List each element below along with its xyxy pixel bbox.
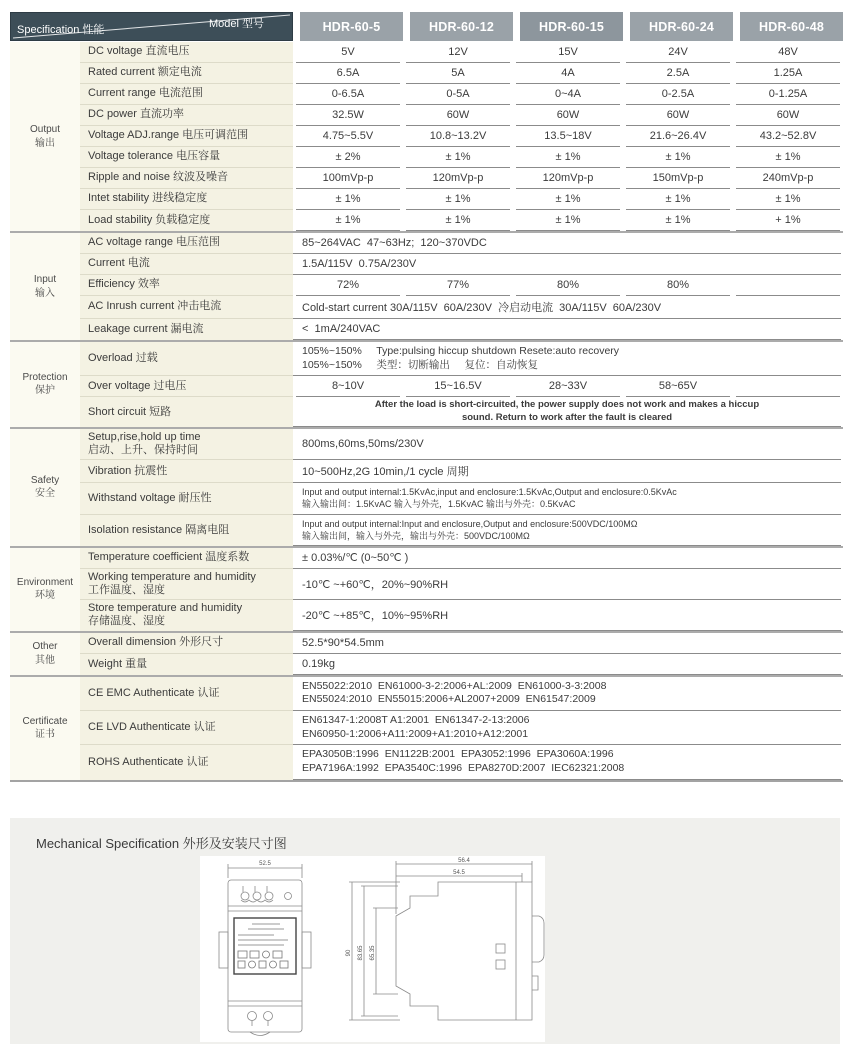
row-values	[293, 210, 843, 231]
table-row	[80, 429, 843, 460]
row-label-line: Load stability 负载稳定度	[88, 213, 211, 226]
table-row	[80, 168, 843, 189]
value-line: 105%~150% Type:pulsing hiccup shutdown Resete:auto recovery	[302, 345, 620, 357]
section-rows	[80, 233, 843, 340]
dim-depth-total: 56.4	[458, 858, 470, 864]
row-label-line: AC voltage range 电压范围	[88, 236, 221, 249]
dim-height-front: 65.35	[370, 945, 376, 961]
value-span: 52.5*90*54.5mm	[293, 633, 841, 654]
table-row	[80, 126, 843, 147]
value-cell: ± 2%	[296, 147, 400, 168]
value-cell: 60W	[736, 105, 840, 126]
mechanical-panel	[10, 818, 840, 1044]
row-label-line: Working temperature and humidity	[88, 570, 256, 583]
value-lines	[293, 483, 841, 514]
row-values	[293, 105, 843, 126]
table-row	[80, 342, 843, 376]
category-label-cn: 环境	[35, 590, 55, 602]
table-row	[80, 254, 843, 275]
row-label-line: ROHS Authenticate 认证	[88, 755, 209, 768]
value-cell: 32.5W	[296, 105, 400, 126]
value-cell: 72%	[296, 275, 400, 296]
row-label-line: Leakage current 漏电流	[88, 322, 204, 335]
category-label-en: Safety	[30, 474, 60, 486]
row-label-line: Over voltage 过电压	[88, 379, 187, 392]
table-row	[80, 319, 843, 340]
dim-depth-body: 54.5	[453, 870, 465, 876]
row-values	[293, 84, 843, 105]
model-header-hdr-60-12: HDR-60-12	[410, 12, 513, 41]
value-cell	[736, 376, 840, 397]
row-label	[80, 319, 293, 340]
row-label	[80, 376, 293, 397]
dim-front-width: 52.5	[259, 861, 271, 867]
value-line: EN60950-1:2006+A11:2009+A1:2010+A12:2001	[302, 727, 529, 740]
row-label-line: Voltage tolerance 电压容量	[88, 150, 221, 163]
row-label-line: Voltage ADJ.range 电压可调范围	[88, 129, 249, 142]
section-rows	[80, 429, 843, 546]
row-label	[80, 105, 293, 126]
value-span: Cold-start current 30A/115V 60A/230V 冷启动电流 30A/115V 60A/230V	[293, 296, 841, 319]
row-label-line: Withstand voltage 耐压性	[88, 491, 212, 504]
value-line: 105%~150% 类型：切断输出 复位：自动恢复	[302, 358, 539, 371]
table-row	[80, 275, 843, 296]
value-cell: ± 1%	[736, 189, 840, 210]
value-cell: 240mVp-p	[736, 168, 840, 189]
row-label	[80, 515, 293, 546]
value-cell: 43.2~52.8V	[736, 126, 840, 147]
row-label-line: 启动、上升、保持时间	[88, 444, 198, 457]
value-cell: 1.25A	[736, 63, 840, 84]
row-label	[80, 745, 293, 779]
value-cell: 6.5A	[296, 63, 400, 84]
row-label-line: Intet stability 进线稳定度	[88, 192, 208, 205]
value-lines	[293, 397, 841, 427]
table-row	[80, 105, 843, 126]
row-values	[293, 147, 843, 168]
category-label-en: Output	[29, 124, 61, 135]
value-cell: ± 1%	[406, 147, 510, 168]
model-header-hdr-60-15: HDR-60-15	[520, 12, 623, 41]
row-label	[80, 429, 293, 460]
section-environment	[10, 546, 843, 631]
value-cell: 60W	[406, 105, 510, 126]
row-label	[80, 711, 293, 745]
table-row	[80, 711, 843, 745]
table-row	[80, 548, 843, 569]
row-label	[80, 633, 293, 654]
table-row	[80, 483, 843, 514]
row-values	[293, 168, 843, 189]
table-row	[80, 397, 843, 427]
category-label-en: Protection	[22, 371, 68, 383]
table-body	[10, 42, 843, 782]
value-line: 输入输出间：1.5KvAC 输入与外壳，1.5KvAC 输出与外壳：0.5KvAC	[302, 499, 576, 510]
value-cell: ± 1%	[516, 189, 620, 210]
table-row	[80, 376, 843, 397]
category-label-cn: 证书	[35, 729, 55, 741]
value-cell: 0-2.5A	[626, 84, 730, 105]
value-span: 1.5A/115V 0.75A/230V	[293, 254, 841, 275]
model-header-label: Model 型号	[208, 18, 264, 30]
value-cell: 60W	[516, 105, 620, 126]
row-label-line: Ripple and noise 纹波及噪音	[88, 171, 229, 184]
specification-header-label: Specification 性能	[17, 24, 105, 36]
row-label-line: Overall dimension 外形尺寸	[88, 636, 224, 649]
value-cell: 77%	[406, 275, 510, 296]
value-cell: 15~16.5V	[406, 376, 510, 397]
table-row	[80, 63, 843, 84]
value-lines	[293, 342, 841, 376]
row-label-line: DC power 直流功率	[88, 108, 184, 121]
dim-height-body: 83.65	[358, 945, 364, 961]
category-label-cn: 安全	[35, 488, 55, 500]
value-cell: 100mVp-p	[296, 168, 400, 189]
section-rows	[80, 677, 843, 780]
section-rows	[80, 548, 843, 631]
row-label-line: Rated current 额定电流	[88, 66, 202, 79]
section-rows	[80, 633, 843, 675]
row-label-line: Vibration 抗震性	[88, 464, 168, 477]
value-cell: 4A	[516, 63, 620, 84]
value-cell: ± 1%	[296, 210, 400, 231]
table-row	[80, 600, 843, 630]
table-row	[80, 210, 843, 231]
category-cell	[10, 633, 80, 675]
row-label	[80, 189, 293, 210]
category-label-cn: 其他	[35, 654, 55, 666]
mechanical-drawing	[200, 856, 545, 1042]
row-label-line: CE EMC Authenticate 认证	[88, 686, 220, 699]
section-certificate	[10, 675, 843, 780]
value-cell: 120mVp-p	[516, 168, 620, 189]
value-cell: 15V	[516, 42, 620, 63]
value-lines	[293, 515, 841, 546]
row-label	[80, 483, 293, 514]
section-rows	[80, 42, 843, 231]
category-label-cn: 保护	[35, 385, 55, 397]
row-label-line: Current range 电流范围	[88, 87, 203, 100]
mechanical-title: Mechanical Specification 外形及安装尺寸图	[36, 836, 287, 851]
table-row	[80, 515, 843, 546]
value-span: < 1mA/240VAC	[293, 319, 841, 340]
section-other	[10, 631, 843, 675]
value-line: Input and output internal:Input and enclosure,Output and enclosure:500VDC/100MΩ	[302, 518, 638, 529]
row-label-line: Store temperature and humidity	[88, 602, 243, 615]
value-line: EPA3050B:1996 EN1122B:2001 EPA3052:1996 EPA3060A:1996	[302, 748, 614, 761]
row-label-line: 存储温度、湿度	[88, 615, 165, 628]
value-cell: 0-1.25A	[736, 84, 840, 105]
value-line: 输入输出间，输入与外壳，输出与外壳：500VDC/100MΩ	[302, 530, 530, 541]
row-label	[80, 84, 293, 105]
value-span: 800ms,60ms,50ms/230V	[293, 429, 841, 460]
row-label	[80, 210, 293, 231]
row-label-line: AC Inrush current 冲击电流	[88, 300, 222, 313]
row-values	[293, 189, 843, 210]
value-line: Input and output internal:1.5KvAc,input and enclosure:1.5KvAc,Output and enclosure:0.5KvAc	[302, 487, 677, 498]
category-cell	[10, 342, 80, 427]
model-header-hdr-60-5: HDR-60-5	[300, 12, 403, 41]
value-cell: 5V	[296, 42, 400, 63]
row-label	[80, 600, 293, 630]
value-cell: ± 1%	[406, 210, 510, 231]
table-row	[80, 677, 843, 711]
category-label-cn: 输入	[35, 287, 55, 299]
table-row	[80, 633, 843, 654]
value-cell: ± 1%	[406, 189, 510, 210]
value-cell: 21.6~26.4V	[626, 126, 730, 147]
value-cell: ± 1%	[626, 210, 730, 231]
section-rows	[80, 342, 843, 427]
value-cell: 120mVp-p	[406, 168, 510, 189]
value-lines	[293, 677, 841, 711]
side-view	[349, 861, 544, 1020]
value-cell: ± 1%	[626, 147, 730, 168]
row-label	[80, 147, 293, 168]
section-safety	[10, 427, 843, 546]
value-line: After the load is short-circuited, the power supply does not work and makes a hiccup	[374, 399, 760, 411]
specification-table	[10, 12, 843, 782]
value-line: sound. Return to work after the fault is cleared	[461, 411, 673, 423]
row-label	[80, 548, 293, 569]
value-cell: ± 1%	[516, 147, 620, 168]
table-row	[80, 147, 843, 168]
row-label	[80, 342, 293, 376]
value-cell: 4.75~5.5V	[296, 126, 400, 147]
row-label-line: Isolation resistance 隔离电阻	[88, 523, 230, 536]
value-cell: 5A	[406, 63, 510, 84]
row-label	[80, 63, 293, 84]
row-label	[80, 168, 293, 189]
table-row	[80, 654, 843, 675]
value-cell: ± 1%	[516, 210, 620, 231]
category-label-cn: 输出	[35, 137, 55, 149]
row-label	[80, 275, 293, 296]
value-cell: 12V	[406, 42, 510, 63]
category-cell	[10, 42, 80, 231]
category-cell	[10, 429, 80, 546]
value-cell	[736, 275, 840, 296]
row-label	[80, 254, 293, 275]
model-columns	[300, 12, 843, 41]
row-values	[293, 63, 843, 84]
table-row	[80, 569, 843, 600]
model-header-hdr-60-48: HDR-60-48	[740, 12, 843, 41]
value-cell: 80%	[626, 275, 730, 296]
table-row	[80, 42, 843, 63]
value-lines	[293, 711, 841, 745]
table-row	[80, 460, 843, 483]
category-label-en: Certificate	[22, 715, 68, 727]
value-cell: 80%	[516, 275, 620, 296]
model-header-hdr-60-24: HDR-60-24	[630, 12, 733, 41]
table-header	[10, 12, 843, 41]
value-cell: 24V	[626, 42, 730, 63]
section-input	[10, 231, 843, 340]
value-cell: 28~33V	[516, 376, 620, 397]
row-label	[80, 233, 293, 254]
row-label-line: CE LVD Authenticate 认证	[88, 720, 216, 733]
category-cell	[10, 677, 80, 780]
section-output	[10, 42, 843, 231]
value-cell: 10.8~13.2V	[406, 126, 510, 147]
row-label	[80, 677, 293, 711]
row-label-line: Efficiency 效率	[88, 278, 160, 291]
category-label-en: Environment	[16, 576, 74, 588]
value-cell: 8~10V	[296, 376, 400, 397]
value-cell: 150mVp-p	[626, 168, 730, 189]
value-cell: 13.5~18V	[516, 126, 620, 147]
spec-model-header-cell	[10, 12, 293, 41]
value-span: 85~264VAC 47~63Hz; 120~370VDC	[293, 233, 841, 254]
table-row	[80, 233, 843, 254]
value-span: ± 0.03%/℃ (0~50℃ )	[293, 548, 841, 569]
row-label-line: Current 电流	[88, 257, 150, 270]
table-row	[80, 84, 843, 105]
front-view	[219, 864, 311, 1036]
value-line: EPA7196A:1992 EPA3540C:1996 EPA8270D:2007 IEC62321:2008	[302, 761, 625, 774]
row-label	[80, 460, 293, 483]
row-label-line: Setup,rise,hold up time	[88, 430, 201, 443]
value-cell: 0-5A	[406, 84, 510, 105]
value-lines	[293, 745, 841, 779]
row-values	[293, 42, 843, 63]
table-row	[80, 189, 843, 210]
row-label-line: Overload 过载	[88, 352, 158, 365]
value-line: EN55024:2010 EN55015:2006+AL2007+2009 EN61547:2009	[302, 693, 596, 706]
row-label	[80, 569, 293, 600]
value-span: 0.19kg	[293, 654, 841, 675]
table-row	[80, 745, 843, 779]
row-values	[293, 275, 843, 296]
value-cell: 0-6.5A	[296, 84, 400, 105]
value-cell: ± 1%	[626, 189, 730, 210]
value-line: EN55022:2010 EN61000-3-2:2006+AL:2009 EN61000-3-3:2008	[302, 679, 607, 692]
row-label-line: 工作温度、湿度	[88, 584, 165, 597]
row-label-line: DC voltage 直流电压	[88, 45, 190, 58]
category-label-en: Input	[33, 274, 57, 285]
value-cell: 60W	[626, 105, 730, 126]
row-label	[80, 126, 293, 147]
value-span: 10~500Hz,2G 10min,/1 cycle 周期	[293, 460, 841, 483]
value-cell: 2.5A	[626, 63, 730, 84]
row-values	[293, 126, 843, 147]
row-label	[80, 654, 293, 675]
value-line: EN61347-1:2008T A1:2001 EN61347-2-13:2006	[302, 713, 530, 726]
category-cell	[10, 233, 80, 340]
table-row	[80, 296, 843, 319]
value-cell: 0~4A	[516, 84, 620, 105]
row-label-line: Short circuit 短路	[88, 405, 172, 418]
row-label	[80, 397, 293, 427]
dim-height-total: 90	[346, 949, 352, 957]
row-values	[293, 376, 843, 397]
value-span: -10℃ ~+60℃，20%~90%RH	[293, 569, 841, 600]
row-label	[80, 296, 293, 319]
value-cell: ± 1%	[736, 147, 840, 168]
value-cell: 48V	[736, 42, 840, 63]
dimension-drawing	[200, 856, 545, 1042]
category-label-en: Other	[32, 641, 58, 653]
value-cell: + 1%	[736, 210, 840, 231]
row-label	[80, 42, 293, 63]
category-cell	[10, 548, 80, 631]
row-label-line: Temperature coefficient 温度系数	[88, 551, 250, 564]
row-label-line: Weight 重量	[88, 657, 148, 670]
value-cell: 58~65V	[626, 376, 730, 397]
value-span: -20℃ ~+85℃，10%~95%RH	[293, 600, 841, 630]
section-protection	[10, 340, 843, 427]
value-cell: ± 1%	[296, 189, 400, 210]
